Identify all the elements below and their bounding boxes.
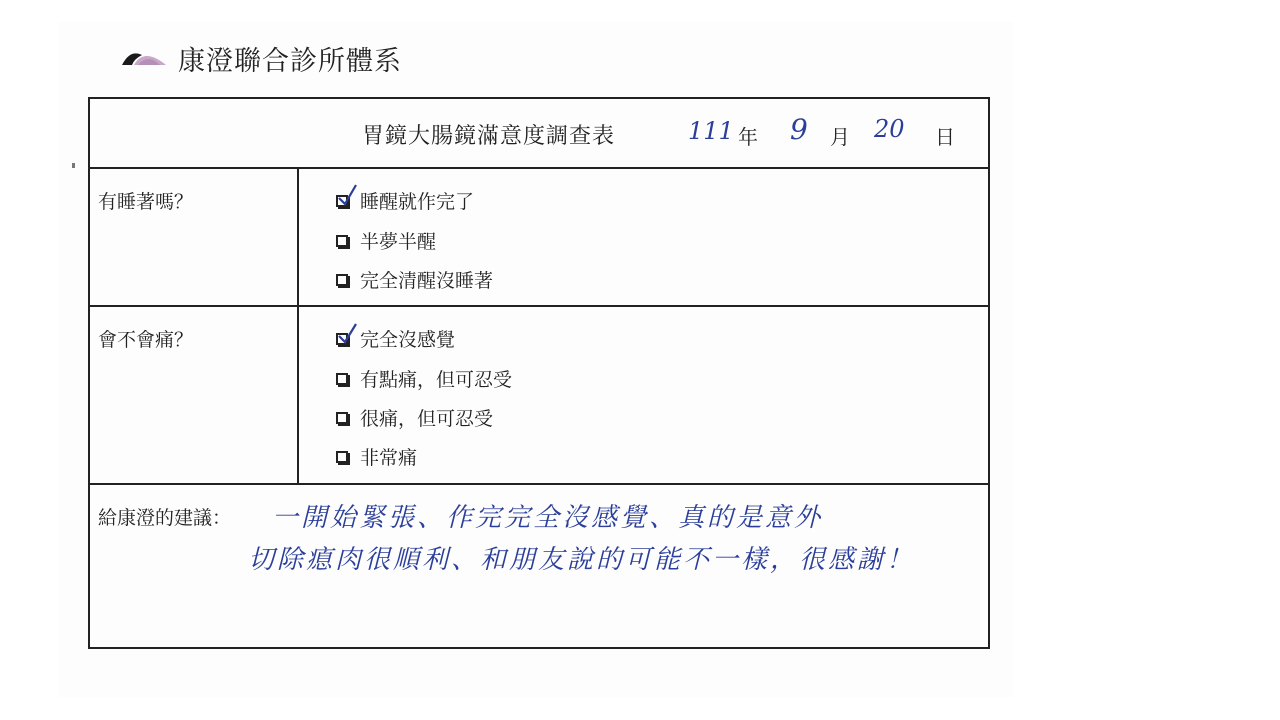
column-divider [297, 169, 299, 305]
option-label: 非常痛 [360, 447, 418, 469]
suggestion-row [90, 485, 988, 649]
checkbox[interactable] [336, 373, 348, 385]
question-label-sleep: 有睡著嗎？ [98, 191, 194, 213]
option-label: 很痛，但可忍受 [360, 408, 494, 430]
option-label: 完全沒感覺 [360, 329, 456, 351]
clinic-header [120, 38, 402, 78]
option-label: 完全清醒沒睡著 [360, 270, 494, 292]
form-title: 胃鏡大腸鏡滿意度調查表 [362, 124, 616, 149]
date-day-label: 日 [935, 125, 955, 149]
date-month-label: 月 [830, 125, 850, 149]
question-row-pain [90, 307, 988, 485]
option-label: 有點痛，但可忍受 [360, 369, 513, 391]
suggestion-text-line: 切除瘜肉很順利、和朋友說的可能不一樣，很感謝！ [248, 545, 916, 575]
option-label: 半夢半醒 [360, 231, 437, 253]
scan-speck [72, 163, 75, 168]
option-sleep-3[interactable] [336, 266, 493, 293]
clinic-name: 康澄聯合診所體系 [178, 45, 402, 77]
date-day-value: 20 [874, 115, 905, 143]
checkbox[interactable] [336, 333, 348, 345]
checkbox[interactable] [336, 412, 348, 424]
checkbox[interactable] [336, 195, 348, 207]
clinic-logo-icon [120, 45, 170, 71]
column-divider [297, 307, 299, 483]
date-month-value: 9 [790, 113, 808, 146]
option-sleep-2[interactable] [336, 227, 436, 254]
checkbox[interactable] [336, 274, 348, 286]
checkbox[interactable] [336, 235, 348, 247]
option-pain-3[interactable] [336, 404, 493, 431]
suggestion-text-line: 一開始緊張、作完完全沒感覺、真的是意外 [272, 503, 824, 533]
question-row-sleep [90, 169, 988, 307]
question-label-pain: 會不會痛？ [98, 329, 194, 351]
option-sleep-1[interactable] [336, 187, 474, 214]
form-title-row [90, 99, 988, 169]
option-pain-1[interactable] [336, 325, 455, 352]
checkmark-icon [336, 183, 358, 207]
option-pain-4[interactable] [336, 443, 417, 470]
date-year-value: 111 [688, 117, 734, 145]
option-pain-2[interactable] [336, 365, 512, 392]
checkbox[interactable] [336, 451, 348, 463]
checkmark-icon [336, 321, 358, 345]
date-year-label: 年 [738, 125, 758, 149]
suggestion-label: 給康澄的建議： [98, 507, 232, 529]
survey-form [88, 97, 990, 649]
option-label: 睡醒就作完了 [360, 191, 475, 213]
